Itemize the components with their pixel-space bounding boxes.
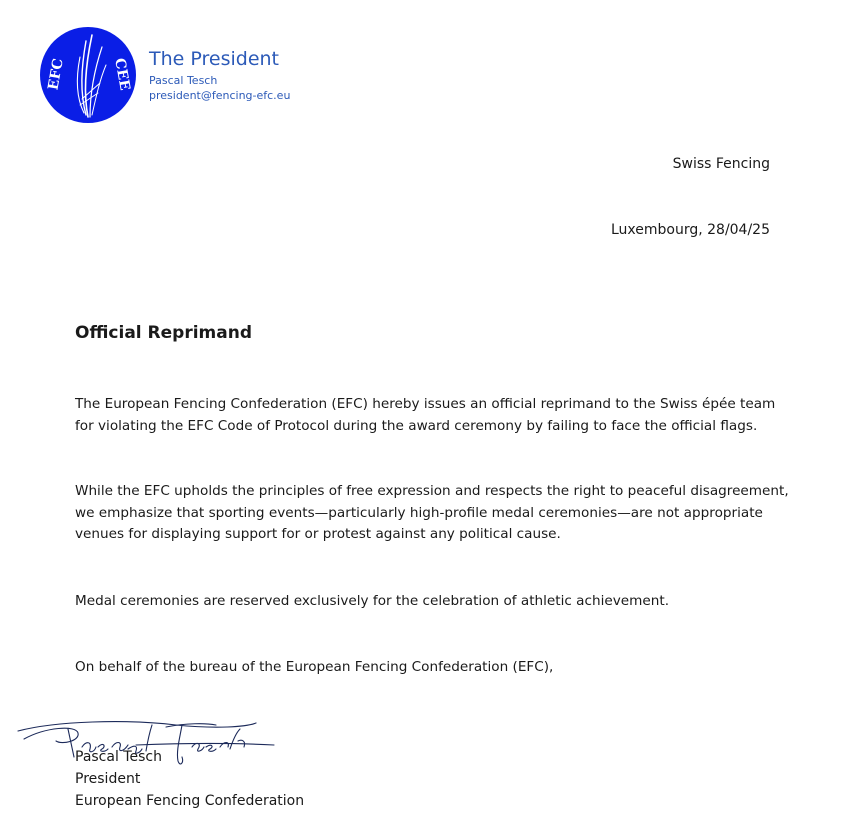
recipient: Swiss Fencing <box>672 156 770 172</box>
subject-heading: Official Reprimand <box>75 323 252 343</box>
header-title: The President <box>149 48 280 70</box>
body-paragraph-1: The European Fencing Confederation (EFC) hereby issues an official reprimand to the Swiss épée team for violating the EFC Code of Protocol during the award ceremony by failing to face the official flags. <box>75 396 776 434</box>
header-name: Pascal Tesch <box>149 74 218 87</box>
logo-right-text: CEE <box>111 56 133 92</box>
dateline: Luxembourg, 28/04/25 <box>610 222 770 238</box>
header-email[interactable]: president@fencing-efc.eu <box>149 89 291 102</box>
body-paragraph-4: On behalf of the bureau of the European Fencing Confederation (EFC), <box>75 659 554 675</box>
signoff-organization: European Fencing Confederation <box>75 793 305 809</box>
efc-logo <box>40 27 136 123</box>
body-paragraph-3: Medal ceremonies are reserved exclusively for the celebration of athletic achievement. <box>75 593 670 609</box>
logo-left-text: EFC <box>45 57 67 92</box>
signoff-name: Pascal Tesch <box>75 749 162 765</box>
signoff-title: President <box>75 771 141 787</box>
body-paragraph-2: While the EFC upholds the principles of free expression and respects the right to peaceful disagreement, we emphasize that sporting events—particularly high-profile medal ceremonies—are not appropriate venues for displaying support for or protest against any political cause. <box>75 483 789 542</box>
